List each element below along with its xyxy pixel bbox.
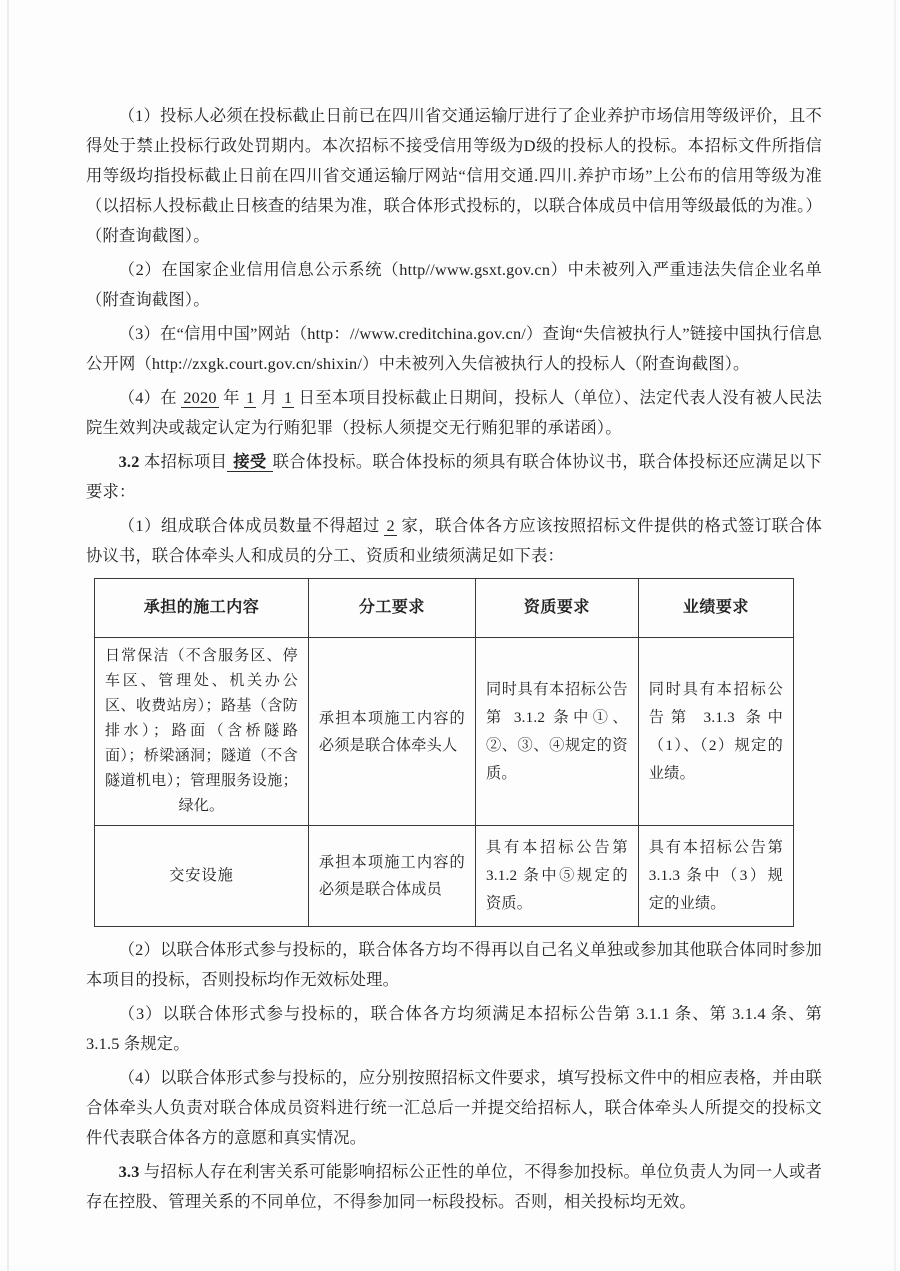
jv-member-count-underlined: 2 — [386, 516, 395, 535]
table-header-division-requirement: 分工要求 — [308, 579, 475, 638]
scan-edge-left-artifact — [7, 0, 9, 1271]
table-row-traffic-safety-facilities — [95, 826, 794, 927]
paragraph-jv-exclusive-bid: （2）以联合体形式参与投标的，联合体各方均不得再以自己名义单独或参加其他联合体同时参加本项目的投标，否则投标均作无效标处理。 — [86, 940, 822, 989]
scan-edge-right-artifact — [894, 0, 896, 1271]
s32-text-pre: 本招标项目 — [139, 452, 228, 471]
bribery-month-underlined: 1 — [246, 388, 255, 407]
s33-text: 与招标人存在利害关系可能影响招标公正性的单位，不得参加投标。单位负责人为同一人或者存在控股、管理关系的不同单位，不得参加同一标段投标。否则，相关投标均无效。 — [86, 1162, 822, 1211]
document-body — [86, 97, 822, 1221]
table-header-qualification-requirement: 资质要求 — [475, 579, 638, 638]
bribery-text-pre: （4）在 — [118, 388, 182, 407]
cell-traffic-safety-role: 承担本项施工内容的必须是联合体成员 — [308, 826, 475, 927]
section-number-3-3: 3.3 — [118, 1162, 140, 1181]
cell-maintenance-role: 承担本项施工内容的必须是联合体牵头人 — [308, 638, 475, 826]
accept-underlined-bold: 接受 — [227, 452, 272, 472]
paragraph-credit-rating: （1）投标人必须在投标截止日前已在四川省交通运输厅进行了企业养护市场信用等级评价，且不得处于禁止投标行政处罚期内。本次招标不接受信用等级为D级的投标人的投标。本招标文件所指信用等级均指投标截止日前在四川省交通运输厅网站“信用交通.四川.养护市场”上公布的信用等级为准（以招标人投标截止日核查的结果为准，联合体形式投标的，以联合体成员中信用等级最低的为准。）（附查询截图）。 — [86, 106, 822, 245]
bribery-text-mid2: 月 — [256, 388, 282, 407]
paragraph-no-bribery — [86, 383, 822, 443]
bribery-day-underlined: 1 — [283, 388, 293, 407]
jv-members-text-pre: （1）组成联合体成员数量不得超过 — [118, 516, 385, 535]
cell-traffic-safety-performance: 具有本招标公告第 3.1.3 条中（3）规定的业绩。 — [638, 826, 793, 927]
cell-maintenance-works-scope: 日常保洁（不含服务区、停车区、管理处、机关办公区、收费站房）；路基（含防排水）；路面（含桥隧路面）；桥梁涵洞；隧道（不含隧道机电）；管理服务设施；绿化。 — [95, 638, 309, 826]
cell-maintenance-qualification: 同时具有本招标公告第 3.1.2 条中①、②、③、④规定的资质。 — [475, 638, 638, 826]
jv-members-text-post: 家，联合体各方应该按照招标文件提供的格式签订联合体协议书，联合体牵头人和成员的分工、资质和业绩须满足如下表： — [86, 516, 822, 565]
cell-traffic-safety-scope: 交安设施 — [95, 826, 309, 927]
table-header-performance-requirement: 业绩要求 — [638, 579, 793, 638]
bribery-text-mid1: 年 — [218, 388, 245, 407]
table-row-maintenance-works — [95, 638, 794, 826]
cell-traffic-safety-qualification: 具有本招标公告第 3.1.2 条中⑤规定的资质。 — [475, 826, 638, 927]
paragraph-jv-conditions: （3）以联合体形式参与投标的，联合体各方均须满足本招标公告第 3.1.1 条、第 3.1.4 条、第 3.1.5 条规定。 — [86, 1004, 822, 1053]
cell-maintenance-performance: 同时具有本招标公告第 3.1.3 条中（1）、（2）规定的业绩。 — [638, 638, 793, 826]
joint-venture-requirements-table — [94, 578, 794, 927]
bribery-year-underlined: 2020 — [183, 388, 217, 407]
paragraph-gsxt-check: （2）在国家企业信用信息公示系统（http//www.gsxt.gov.cn）中未被列入严重违法失信企业名单（附查询截图）。 — [86, 260, 822, 309]
paragraph-3-3-conflict-of-interest — [86, 1157, 822, 1217]
table-header-construction-content: 承担的施工内容 — [95, 579, 309, 638]
paragraph-jv-forms-submission: （4）以联合体形式参与投标的，应分别按照招标文件要求，填写投标文件中的相应表格，并由联合体牵头人负责对联合体成员资料进行统一汇总后一并提交给招标人，联合体牵头人所提交的投标文件代表联合体各方的意愿和真实情况。 — [86, 1068, 822, 1147]
bribery-text-post: 日至本项目投标截止日期间，投标人（单位）、法定代表人没有被人民法院生效判决或裁定认定为行贿犯罪（投标人须提交无行贿犯罪的承诺函）。 — [86, 388, 822, 437]
section-number-3-2: 3.2 — [118, 452, 140, 471]
s32-text-post: 联合体投标。联合体投标的须具有联合体协议书，联合体投标还应满足以下要求： — [86, 452, 822, 501]
paragraph-creditchina-check: （3）在“信用中国”网站（http：//www.creditchina.gov.cn/）查询“失信被执行人”链接中国执行信息公开网（http://zxgk.court.gov.cn/shixin/）中未被列入失信被执行人的投标人（附查询截图）。 — [86, 324, 822, 373]
paragraph-jv-member-limit — [86, 511, 822, 571]
table-header-row — [95, 579, 794, 638]
paragraph-3-2-joint-venture — [86, 447, 822, 507]
